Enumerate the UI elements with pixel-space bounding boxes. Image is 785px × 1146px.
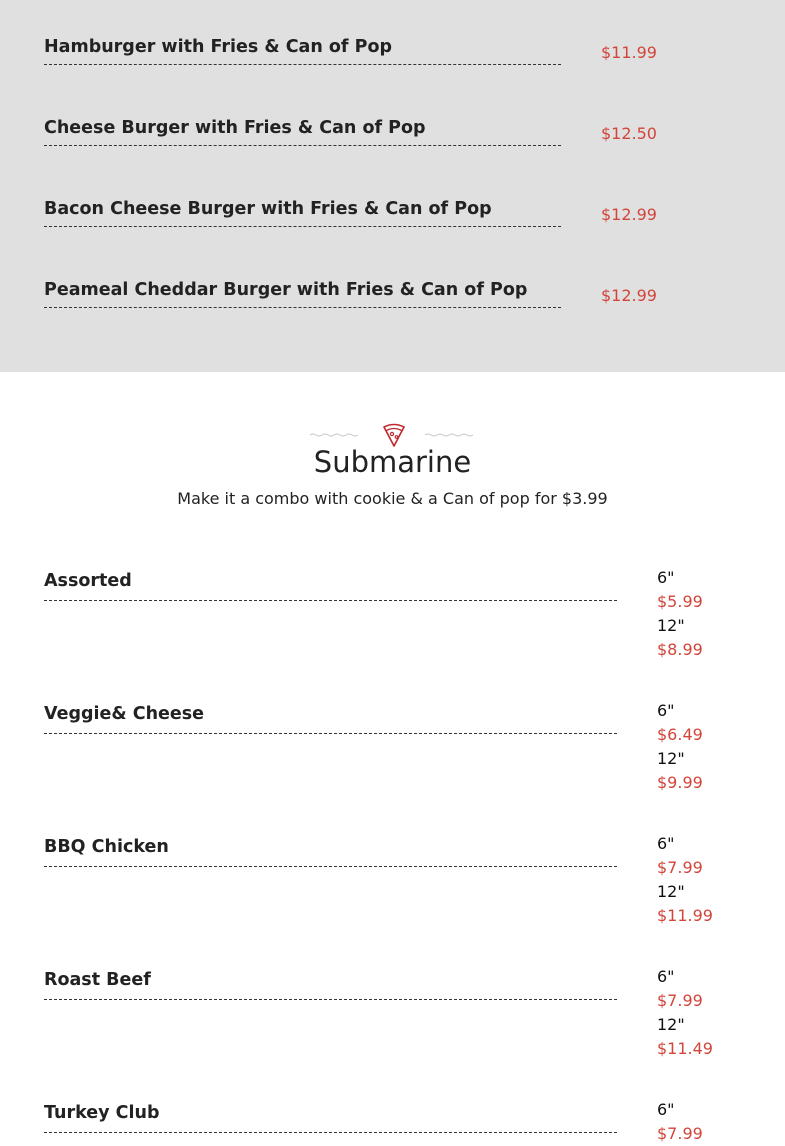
menu-item[interactable] bbox=[44, 1102, 764, 1143]
size-price: $8.99 bbox=[657, 640, 703, 659]
size-label: 12" bbox=[657, 1015, 685, 1034]
menu-item[interactable] bbox=[44, 969, 764, 1079]
menu-item-name: Veggie& Cheese bbox=[44, 703, 617, 734]
size-price: $9.99 bbox=[657, 773, 703, 792]
section-subtitle: Make it a combo with cookie & a Can of pop for $3.99 bbox=[177, 489, 608, 508]
size-price-list bbox=[657, 965, 757, 1061]
size-price: $5.99 bbox=[657, 592, 703, 611]
menu-item[interactable] bbox=[44, 36, 744, 76]
menu-item-price: $12.99 bbox=[601, 286, 657, 305]
menu-item[interactable] bbox=[44, 279, 744, 319]
section-title: Submarine bbox=[313, 445, 472, 479]
size-price-list bbox=[657, 699, 757, 795]
size-price: $11.49 bbox=[657, 1039, 713, 1058]
size-price-list bbox=[657, 832, 757, 928]
size-price: $7.99 bbox=[657, 858, 703, 877]
menu-item-name: Hamburger with Fries & Can of Pop bbox=[44, 36, 561, 65]
left-wave-divider bbox=[310, 434, 358, 436]
menu-item[interactable] bbox=[44, 836, 764, 946]
menu-item-name: Peameal Cheddar Burger with Fries & Can of Pop bbox=[44, 279, 561, 308]
size-price-list bbox=[657, 566, 757, 662]
menu-item-name: Cheese Burger with Fries & Can of Pop bbox=[44, 117, 561, 146]
menu-item[interactable] bbox=[44, 198, 744, 238]
size-price-list bbox=[657, 1098, 757, 1146]
size-label: 12" bbox=[657, 749, 685, 768]
size-price: $7.99 bbox=[657, 1124, 703, 1143]
menu-item-name: Bacon Cheese Burger with Fries & Can of Pop bbox=[44, 198, 561, 227]
size-label: 12" bbox=[657, 616, 685, 635]
menu-item-name: Turkey Club bbox=[44, 1102, 617, 1133]
menu-item[interactable] bbox=[44, 117, 744, 157]
menu-item-price: $12.50 bbox=[601, 124, 657, 143]
size-label: 6" bbox=[657, 967, 675, 986]
size-price: $6.49 bbox=[657, 725, 703, 744]
size-label: 6" bbox=[657, 1100, 675, 1119]
menu-item-price: $11.99 bbox=[601, 43, 657, 62]
right-wave-divider bbox=[425, 434, 473, 436]
menu-item[interactable] bbox=[44, 570, 764, 680]
size-label: 6" bbox=[657, 568, 675, 587]
menu-item-name: Assorted bbox=[44, 570, 617, 601]
size-price: $7.99 bbox=[657, 991, 703, 1010]
menu-item[interactable] bbox=[44, 703, 764, 813]
size-label: 6" bbox=[657, 834, 675, 853]
size-label: 6" bbox=[657, 701, 675, 720]
burger-combo-section bbox=[0, 0, 785, 372]
menu-item-name: Roast Beef bbox=[44, 969, 617, 1000]
menu-item-name: BBQ Chicken bbox=[44, 836, 617, 867]
menu-item-price: $12.99 bbox=[601, 205, 657, 224]
size-price: $11.99 bbox=[657, 906, 713, 925]
size-label: 12" bbox=[657, 882, 685, 901]
